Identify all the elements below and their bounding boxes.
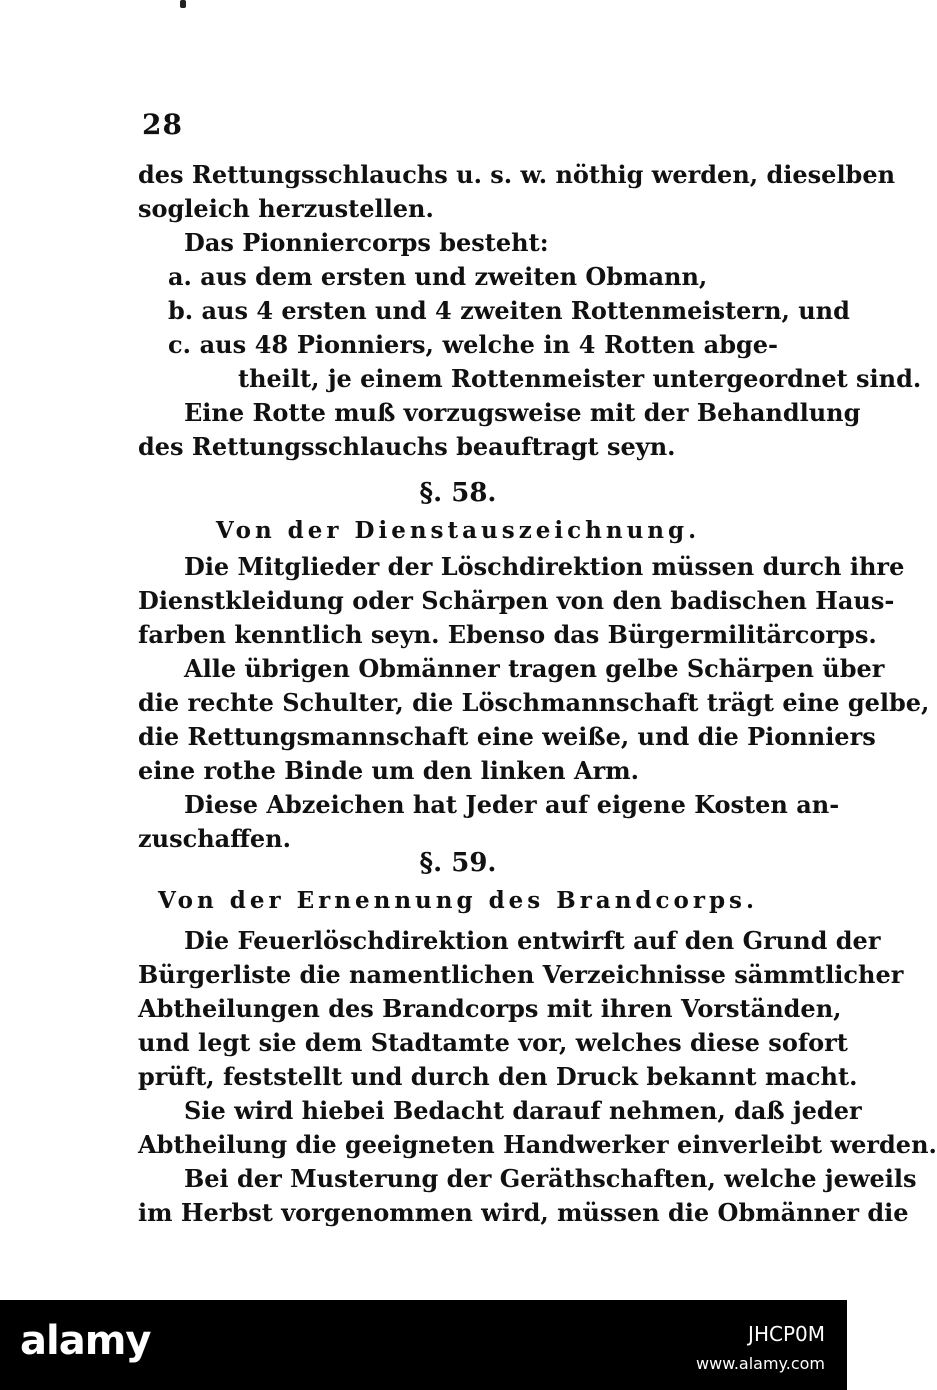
text-line: Alle übrigen Obmänner tragen gelbe Schärpen über — [184, 654, 885, 683]
text-line: Abtheilungen des Brandcorps mit ihren Vorständen, — [138, 994, 842, 1023]
list-item: a. aus dem ersten und zweiten Obmann, — [168, 262, 708, 291]
watermark-banner — [0, 1300, 847, 1390]
ink-mark — [180, 0, 186, 8]
text-line: sogleich herzustellen. — [138, 194, 434, 223]
text-line: Abtheilung die geeigneten Handwerker einverleibt werden. — [138, 1130, 937, 1159]
text-line: und legt sie dem Stadtamte vor, welches diese sofort — [138, 1028, 848, 1057]
list-item: b. aus 4 ersten und 4 zweiten Rottenmeistern, und — [168, 296, 850, 325]
text-line: Dienstkleidung oder Schärpen von den badischen Haus- — [138, 586, 895, 615]
section-58-heading: §. 58. — [419, 478, 497, 508]
text-line: Die Feuerlöschdirektion entwirft auf den Grund der — [184, 926, 881, 955]
list-item-continuation: theilt, je einem Rottenmeister untergeordnet sind. — [238, 364, 922, 393]
text-line: des Rettungsschlauchs u. s. w. nöthig werden, dieselben — [138, 160, 896, 189]
text-line: Die Mitglieder der Löschdirektion müssen durch ihre — [184, 552, 905, 581]
text-line: zuschaffen. — [138, 824, 291, 853]
text-line: des Rettungsschlauchs beauftragt seyn. — [138, 432, 676, 461]
list-item: c. aus 48 Pionniers, welche in 4 Rotten abge- — [168, 330, 778, 359]
alamy-logo: alamy — [20, 1318, 151, 1364]
text-line: Eine Rotte muß vorzugsweise mit der Behandlung — [184, 398, 861, 427]
text-line: prüft, feststellt und durch den Druck bekannt macht. — [138, 1062, 858, 1091]
section-58-title: Von der Dienstauszeichnung. — [215, 517, 701, 544]
section-59-title: Von der Ernennung des Brandcorps. — [157, 887, 759, 914]
text-line: die Rettungsmannschaft eine weiße, und die Pionniers — [138, 722, 876, 751]
banner-url: www.alamy.com — [696, 1354, 825, 1373]
text-line: Sie wird hiebei Bedacht darauf nehmen, daß jeder — [184, 1096, 862, 1125]
text-line: eine rothe Binde um den linken Arm. — [138, 756, 639, 785]
image-id: JHCP0M — [748, 1322, 825, 1346]
page-number: 28 — [142, 108, 183, 141]
section-59-heading: §. 59. — [419, 848, 497, 878]
text-line: im Herbst vorgenommen wird, müssen die Obmänner die — [138, 1198, 909, 1227]
text-line: farben kenntlich seyn. Ebenso das Bürgermilitärcorps. — [138, 620, 877, 649]
text-line: Das Pionniercorps besteht: — [184, 228, 549, 257]
text-line: die rechte Schulter, die Löschmannschaft trägt eine gelbe, — [138, 688, 930, 717]
text-line: Diese Abzeichen hat Jeder auf eigene Kosten an- — [184, 790, 840, 819]
text-line: Bei der Musterung der Geräthschaften, welche jeweils — [184, 1164, 917, 1193]
text-line: Bürgerliste die namentlichen Verzeichnisse sämmtlicher — [138, 960, 904, 989]
